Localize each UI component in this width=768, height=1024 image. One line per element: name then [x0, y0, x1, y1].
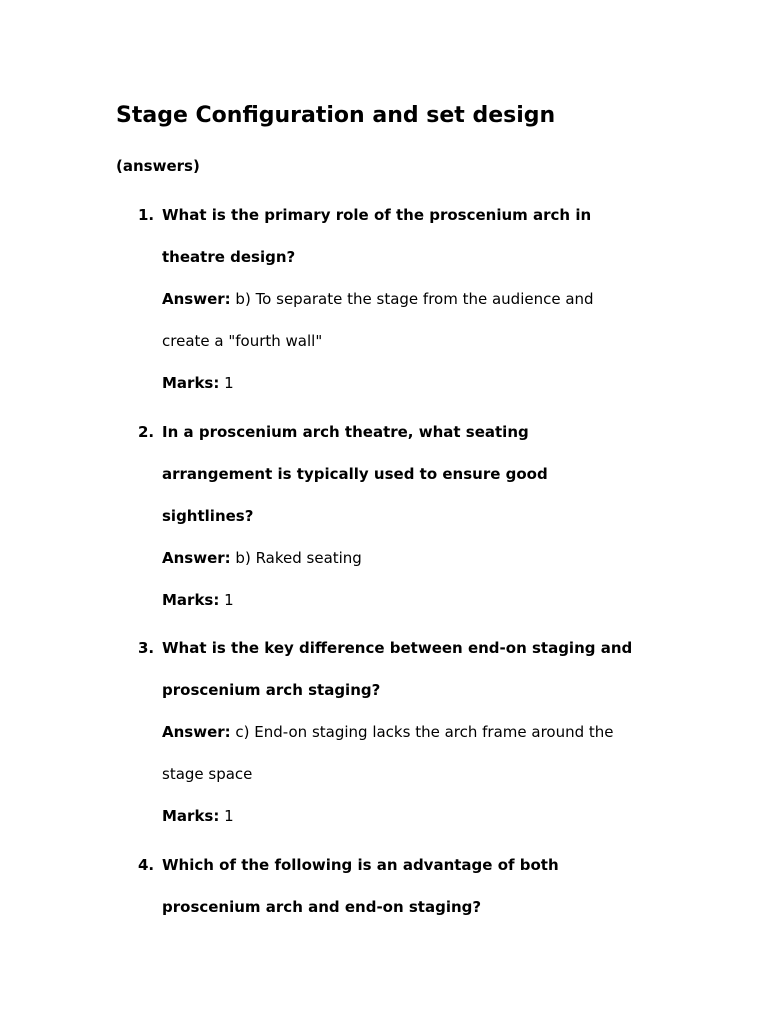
question-text: proscenium arch and end-on staging? [162, 898, 482, 916]
marks-value: 1 [219, 807, 234, 825]
answer-text: Answer: b) To separate the stage from the audience and [162, 290, 594, 308]
answer-text: stage space [162, 765, 253, 783]
answer-text: Answer: c) End-on staging lacks the arch frame around the [162, 723, 614, 741]
question-text: theatre design? [162, 248, 296, 266]
marks-value: 1 [219, 374, 234, 392]
document-subtitle: (answers) [116, 157, 200, 175]
question-text: proscenium arch staging? [162, 681, 381, 699]
question-text: In a proscenium arch theatre, what seating [162, 423, 529, 441]
marks-label: Marks: [162, 807, 220, 825]
question-text: What is the key difference between end-on staging and [162, 639, 633, 657]
question-text: arrangement is typically used to ensure good [162, 465, 548, 483]
answer-text: Answer: b) Raked seating [162, 549, 362, 567]
marks-line [162, 373, 234, 393]
answer-label: Answer: [162, 549, 231, 567]
marks-value: 1 [219, 591, 234, 609]
marks-label: Marks: [162, 591, 220, 609]
answer-label: Answer: [162, 723, 231, 741]
question-text: sightlines? [162, 507, 254, 525]
marks-line [162, 590, 234, 610]
marks-line [162, 806, 234, 826]
question-text: Which of the following is an advantage of both [162, 856, 559, 874]
marks-label: Marks: [162, 374, 220, 392]
answer-label: Answer: [162, 290, 231, 308]
question-number: 4. [138, 856, 155, 874]
document-title: Stage Configuration and set design [116, 103, 556, 128]
question-number: 2. [138, 423, 155, 441]
question-number: 1. [138, 206, 155, 224]
question-text: What is the primary role of the proscenium arch in [162, 206, 592, 224]
answer-text: create a "fourth wall" [162, 332, 323, 350]
question-number: 3. [138, 639, 155, 657]
